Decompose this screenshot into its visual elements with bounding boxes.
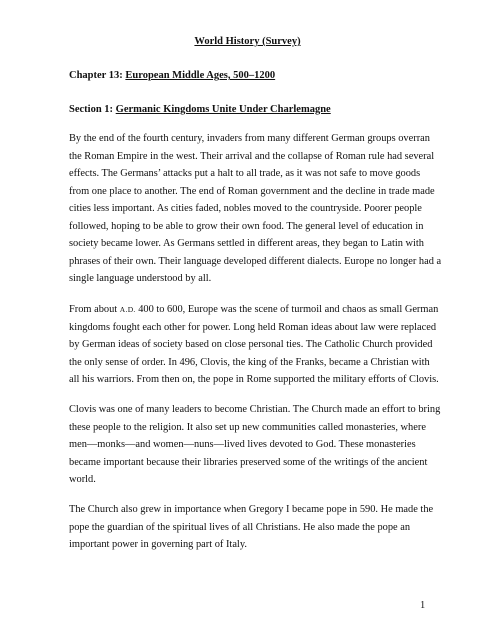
paragraph-line: The Church also grew in importance when Gregory I became pope in 590. He made the [69, 504, 434, 515]
section-heading [69, 104, 331, 115]
paragraph-2 [69, 301, 439, 389]
paragraph-line: phrases of their own. Their language developed different dialects. Europe no longer had a [69, 255, 442, 267]
text-run: From about [69, 304, 120, 315]
paragraph-line: by German ideas of society based on close personal ties. The Catholic Church provided [69, 339, 433, 350]
section-label: Section 1: [69, 104, 116, 115]
page-number: 1 [420, 600, 426, 611]
paragraph-line: followed, hoping to be able to grow their own food. The general level of education in [69, 220, 424, 232]
paragraph-line [69, 301, 439, 319]
paragraph-line: cities less important. As cities faded, nobles moved to the countryside. Poorer people [69, 203, 422, 214]
paragraph-line: these people to the religion. It also set up new communities called monasteries, where [69, 421, 426, 433]
paragraph-4 [69, 501, 439, 554]
paragraph-line: the Roman Empire in the west. Their arrival and the collapse of Roman rule had several [69, 150, 435, 162]
paragraph-line: society became lower. As Germans settled in different areas, they began to Latin with [69, 238, 424, 249]
paragraph-line: effects. The Germans’ attacks put a halt to all trade, as it was not safe to move goods [69, 168, 421, 179]
paragraph-line: all his warriors. From then on, the pope in Rome supported the military efforts of Clovis. [69, 374, 439, 385]
course-title: World History (Survey) [194, 36, 301, 47]
chapter-label: Chapter 13: [69, 70, 126, 81]
text-run: 400 to 600, Europe was the scene of turmoil and chaos as small German [135, 304, 439, 315]
paragraph-line: By the end of the fourth century, invaders from many different German groups overran [69, 133, 430, 144]
paragraph-line: men—monks—and women—nuns—lived lives devoted to God. These monasteries [69, 439, 416, 450]
paragraph-line: important power in governing part of Italy. [69, 539, 247, 550]
paragraph-line: pope the guardian of the spiritual lives of all Christians. He also made the pope an [69, 521, 411, 533]
paragraph-line: the only sense of order. In 496, Clovis, the king of the Franks, became a Christian with [69, 356, 430, 368]
paragraph-line: became important because their libraries preserved some of the writings of the ancient [69, 456, 428, 468]
chapter-heading [69, 70, 275, 81]
paragraph-3 [69, 401, 439, 489]
era-abbreviation: A.D. [119, 305, 136, 314]
section-title: Germanic Kingdoms Unite Under Charlemagne [115, 104, 331, 115]
paragraph-1 [69, 130, 442, 288]
paragraph-line: Clovis was one of many leaders to become Christian. The Church made an effort to bring [69, 404, 441, 415]
paragraph-line: single language understood by all. [69, 273, 212, 284]
paragraph-line: from one place to another. The end of Roman government and the decline in trade made [69, 185, 435, 197]
paragraph-line: world. [69, 474, 96, 485]
paragraph-line: kingdoms fought each other for power. Long held Roman ideas about law were replaced [69, 321, 437, 333]
chapter-title: European Middle Ages, 500–1200 [125, 70, 276, 81]
